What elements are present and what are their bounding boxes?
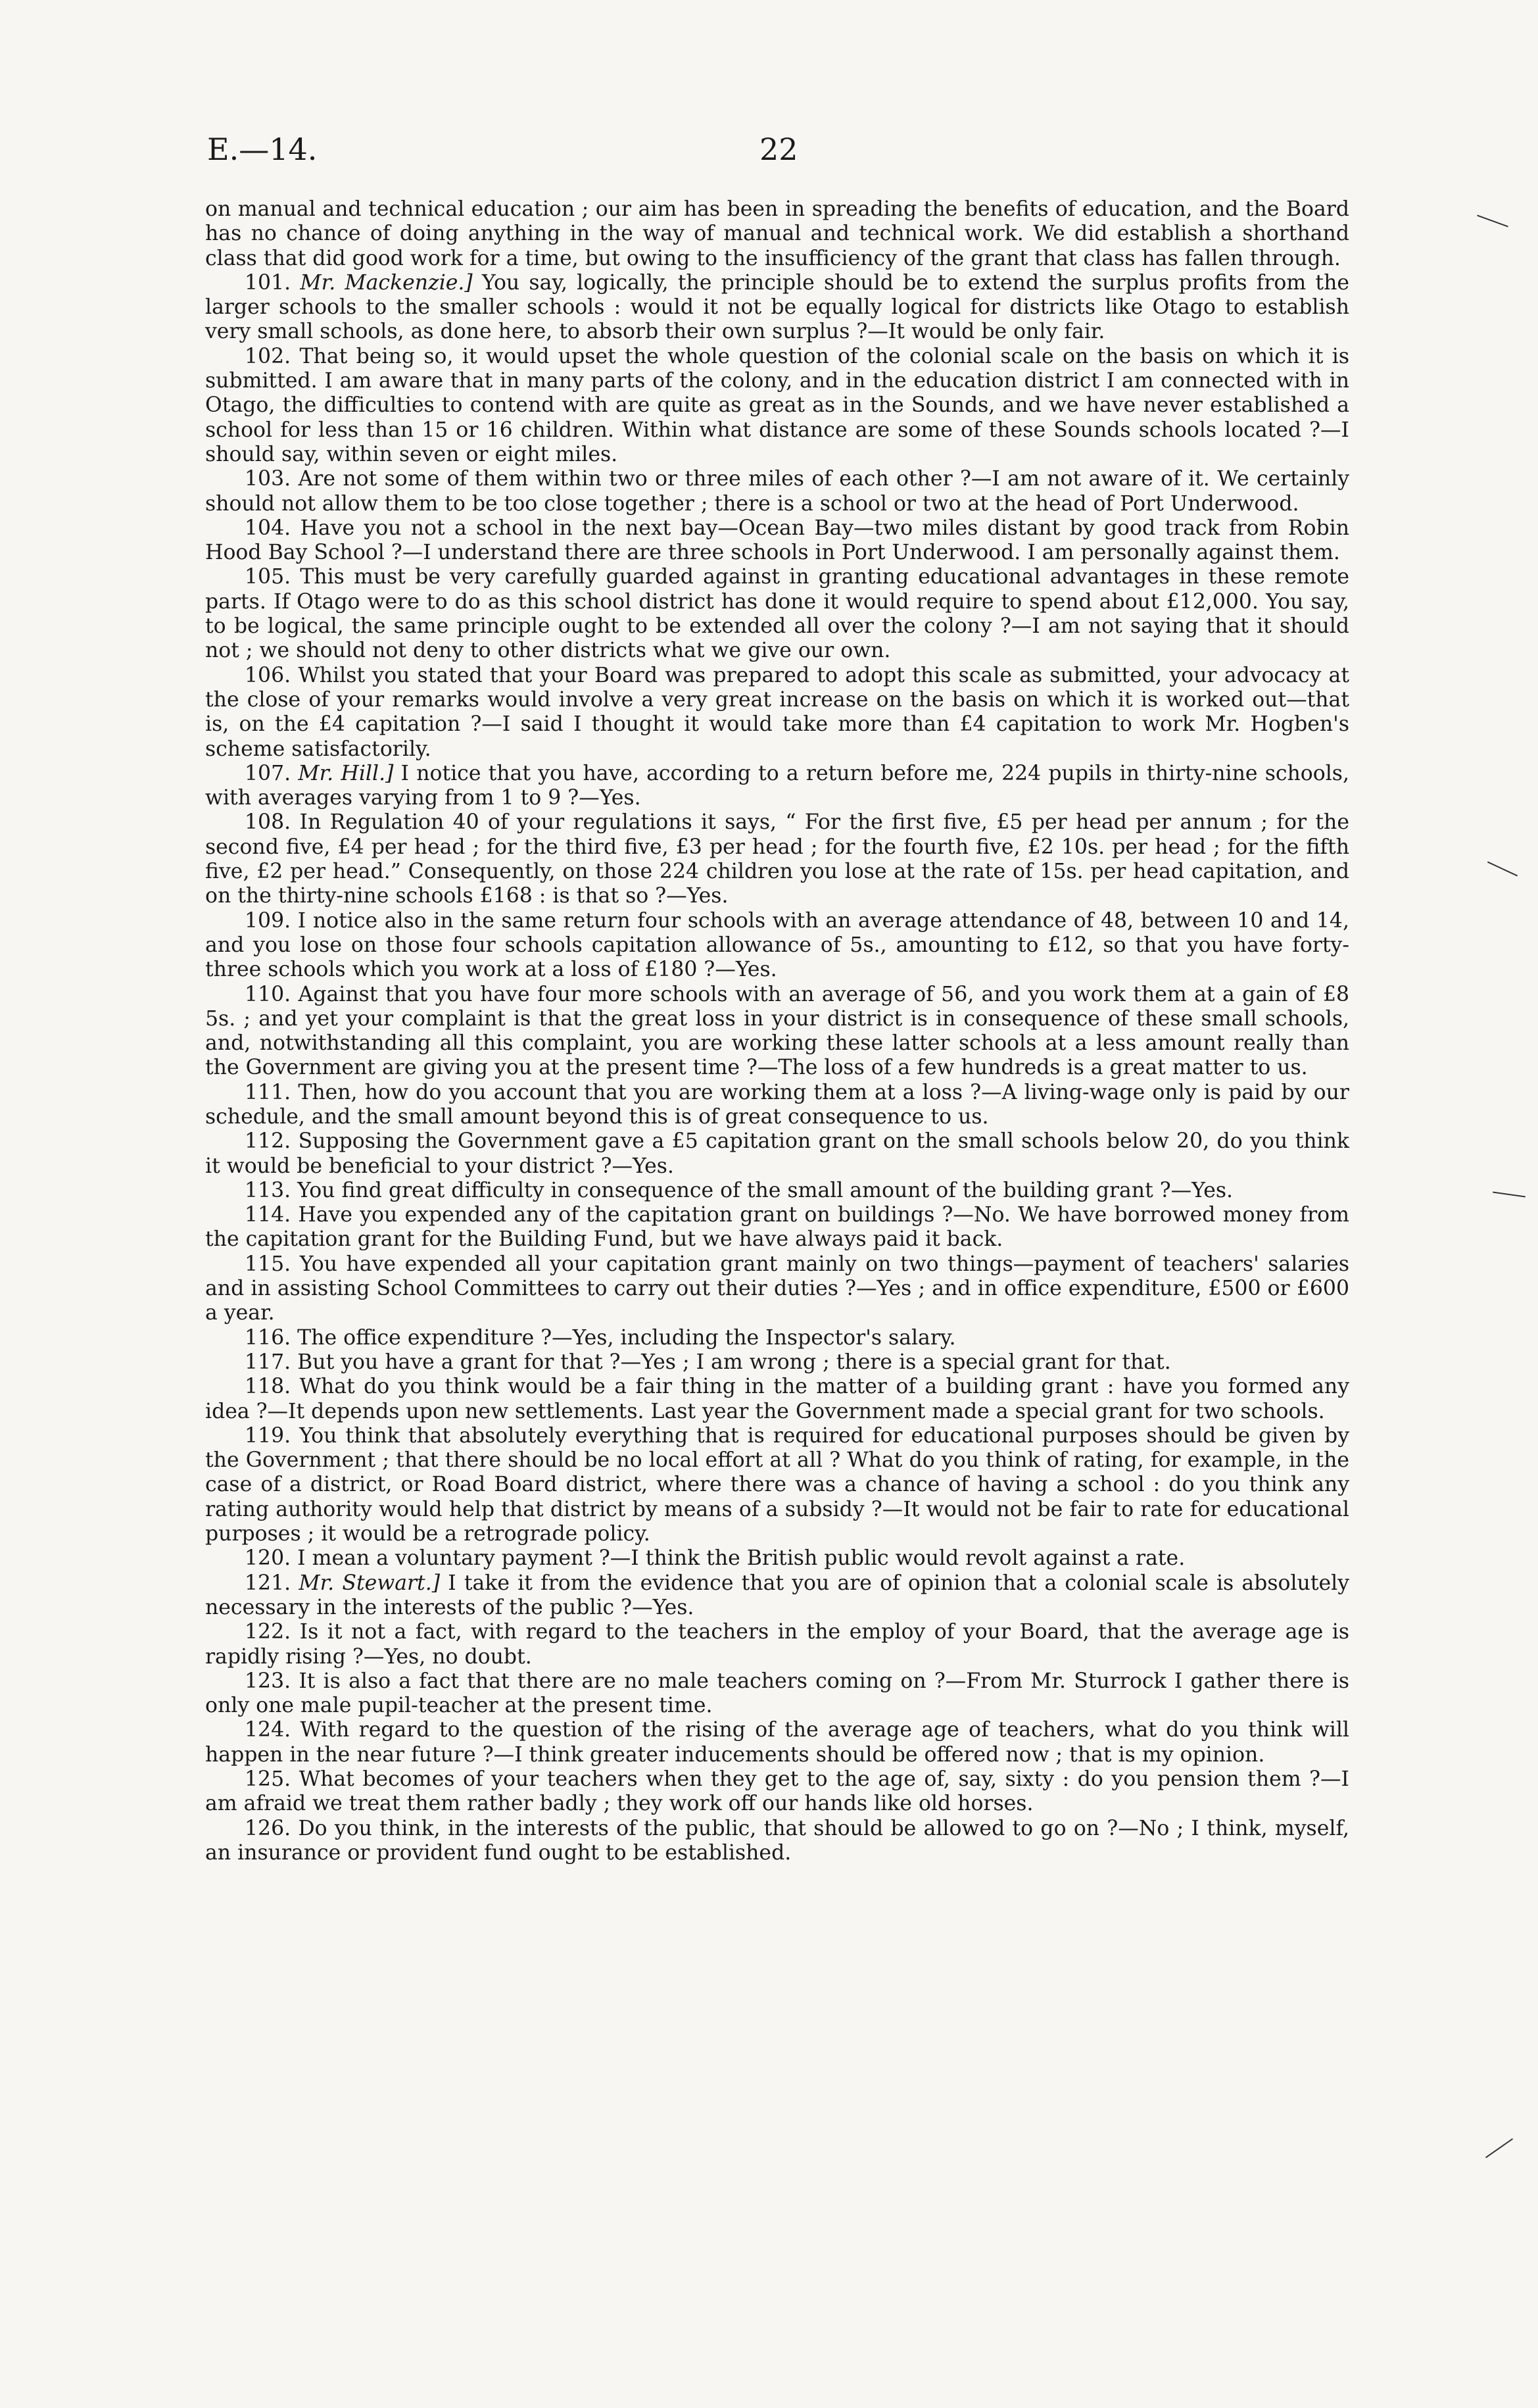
paragraph-text: Then, how do you account that you are working them at a loss ?—A living-wage only is paid by our schedule, and the small amount beyond this is of great consequence to us. bbox=[205, 1080, 1349, 1129]
paragraph-text: I notice that you have, according to a return before me, 224 pupils in thirty-nine schools, with averages varying from 1 to 9 ?—Yes. bbox=[205, 761, 1349, 810]
paragraph-text: Is it not a fact, with regard to the teachers in the employ of your Board, that the average age is rapidly rising ?—Yes, no doubt. bbox=[205, 1620, 1349, 1669]
question-number: 112. bbox=[245, 1129, 299, 1154]
paragraph-text: on manual and technical education ; our aim has been in spreading the benefits of education, and the Board has no chance of doing anything in the way of manual and technical work. We did establish a shorthand class that did good work for a time, but owing to the insufficiency of the grant that class has fallen through. bbox=[205, 197, 1349, 270]
question-number: 123. bbox=[245, 1669, 299, 1693]
question-paragraph bbox=[205, 983, 1349, 1081]
paragraph-text: Are not some of them within two or three miles of each other ?—I am not aware of it. We certainly should not allow them to be too close together ; there is a school or two at the head of Port Underwood. bbox=[205, 467, 1350, 516]
paragraph-text: Whilst you stated that your Board was prepared to adopt this scale as submitted, your advocacy at the close of your remarks would involve a very great increase on the basis on which it is worked out—that is, on the £4 capitation ?—I said I thought it would take more than £4 capitation to work Mr. Hogben's scheme satisfactorily. bbox=[205, 663, 1349, 761]
paragraph-text: Do you think, in the interests of the public, that should be allowed to go on ?—No ; I think, myself, an insurance or provident fund ought to be established. bbox=[205, 1816, 1349, 1865]
question-paragraph bbox=[205, 1718, 1349, 1767]
paragraph-text: You find great difficulty in consequence of the small amount of the building grant ?—Yes. bbox=[297, 1178, 1234, 1202]
page-number: 22 bbox=[759, 132, 798, 167]
paragraph-text: You say, logically, the principle should be to extend the surplus profits from the larger schools to the smaller schools : would it not be equally logical for districts like Otago to establish very small schools, as done here, to absorb their own surplus ?—It would be only fair. bbox=[205, 270, 1350, 344]
paragraph-text: I notice also in the same return four schools with an average attendance of 48, between 10 and 14, and you lose on those four schools capitation allowance of 5s., amounting to £12, so that you have forty-three schools which you work at a loss of £180 ?—Yes. bbox=[205, 908, 1349, 982]
question-number: 126. bbox=[245, 1816, 299, 1840]
paragraph-text: What becomes of your teachers when they get to the age of, say, sixty : do you pension them ?—I am afraid we treat them rather badly ; they work off our hands like old horses. bbox=[205, 1767, 1349, 1816]
question-paragraph bbox=[205, 1620, 1349, 1669]
question-paragraph bbox=[205, 1129, 1349, 1179]
question-paragraph bbox=[205, 565, 1349, 663]
speaker-name: Mr. Stewart.] bbox=[299, 1571, 441, 1595]
question-number: 119. bbox=[245, 1423, 300, 1448]
paragraph-text: In Regulation 40 of your regulations it says, “ For the first five, £5 per head per annum ; for the second five, £4 per head ; for the third five, £3 per head ; for the fourth five, £2 10s. per head ; for the fifth five, £2 per head.” Consequently, on those 224 children you lose at the rate of 15s. per head capitation, and on the thirty-nine schools £168 : is that so ?—Yes. bbox=[205, 810, 1349, 908]
paragraph-text: Supposing the Government gave a £5 capitation grant on the small schools below 20, do you think it would be beneficial to your district ?—Yes. bbox=[205, 1129, 1349, 1178]
question-number: 104. bbox=[245, 516, 300, 540]
paragraph-text: Have you expended any of the capitation grant on buildings ?—No. We have borrowed money from the capitation grant for the Building Fund, but we have always paid it back. bbox=[205, 1203, 1349, 1252]
paragraph-text: With regard to the question of the rising of the average age of teachers, what do you think will happen in the near future ?—I think greater inducements should be offered now ; that is my opinion. bbox=[205, 1718, 1350, 1767]
question-paragraph bbox=[205, 909, 1349, 983]
question-paragraph bbox=[205, 1081, 1349, 1130]
question-number: 107. bbox=[245, 761, 299, 785]
paragraph-text: This must be very carefully guarded against in granting educational advantages in these remote parts. If Otago were to do as this school district has done it would require to spend about £12,000. You say, to be logical, the same principle ought to be extended all over the colony ?—I am not saying that it should not ; we should not deny to other districts what we give our own. bbox=[205, 565, 1349, 663]
margin-mark bbox=[1493, 1192, 1526, 1198]
question-number: 122. bbox=[245, 1620, 300, 1644]
question-number: 102. bbox=[245, 344, 300, 368]
document-reference: E.—14. bbox=[207, 132, 318, 167]
question-paragraph bbox=[205, 1424, 1349, 1546]
question-number: 121. bbox=[245, 1571, 299, 1595]
question-paragraph bbox=[205, 1350, 1349, 1375]
question-number: 125. bbox=[245, 1767, 299, 1791]
question-number: 120. bbox=[245, 1546, 298, 1571]
paragraph-text: It is also a fact that there are no male teachers coming on ?—From Mr. Sturrock I gather there is only one male pupil-teacher at the present time. bbox=[205, 1669, 1349, 1718]
question-number: 118. bbox=[245, 1375, 300, 1399]
continued-paragraph bbox=[205, 197, 1349, 271]
question-number: 116. bbox=[245, 1325, 298, 1350]
question-number: 113. bbox=[245, 1178, 298, 1202]
question-paragraph bbox=[205, 1817, 1349, 1866]
question-paragraph bbox=[205, 345, 1349, 467]
question-paragraph bbox=[205, 762, 1349, 811]
question-paragraph bbox=[205, 1375, 1349, 1424]
paragraph-text: But you have a grant for that ?—Yes ; I am wrong ; there is a special grant for that. bbox=[297, 1350, 1171, 1374]
question-number: 105. bbox=[245, 565, 300, 589]
question-paragraph bbox=[205, 1252, 1349, 1326]
question-number: 114. bbox=[245, 1203, 299, 1227]
question-number: 117. bbox=[245, 1350, 298, 1374]
paragraph-text: What do you think would be a fair thing in the matter of a building grant : have you formed any idea ?—It depends upon new settlements. Last year the Government made a special grant for two schools. bbox=[205, 1375, 1349, 1423]
question-number: 101. bbox=[245, 270, 300, 295]
question-paragraph bbox=[205, 1571, 1349, 1621]
question-paragraph bbox=[205, 1767, 1349, 1817]
question-paragraph bbox=[205, 1203, 1349, 1252]
question-number: 103. bbox=[245, 467, 299, 491]
question-number: 110. bbox=[245, 982, 299, 1006]
paragraph-text: Have you not a school in the next bay—Ocean Bay—two miles distant by good track from Robin Hood Bay School ?—I understand there are three schools in Port Underwood. I am personally against them. bbox=[205, 516, 1349, 565]
margin-mark bbox=[1477, 215, 1508, 228]
question-paragraph bbox=[205, 1546, 1349, 1571]
question-paragraph bbox=[205, 1179, 1349, 1203]
question-paragraph bbox=[205, 810, 1349, 908]
speaker-name: Mr. Hill.] bbox=[298, 761, 394, 785]
question-paragraph bbox=[205, 1326, 1349, 1350]
question-paragraph bbox=[205, 516, 1349, 566]
question-number: 115. bbox=[245, 1252, 300, 1276]
paragraph-text: I mean a voluntary payment ?—I think the British public would revolt against a rate. bbox=[297, 1546, 1186, 1571]
question-paragraph bbox=[205, 271, 1349, 345]
question-paragraph bbox=[205, 467, 1349, 516]
page-header bbox=[207, 132, 1345, 171]
question-number: 111. bbox=[245, 1080, 299, 1104]
paragraph-text: The office expenditure ?—Yes, including the Inspector's salary. bbox=[297, 1325, 956, 1350]
question-paragraph bbox=[205, 664, 1349, 762]
paragraph-text: You think that absolutely everything that is required for educational purposes should be given by the Government ; that there should be no local effort at all ? What do you think of rating, for example, in the case of a district, or Road Board district, where there was a chance of having a school : do you think any rating authority would help that district by means of a subsidy ?—It would not be fair to rate for educational purposes ; it would be a retrograde policy. bbox=[205, 1423, 1349, 1546]
speaker-name: Mr. Mackenzie.] bbox=[300, 270, 473, 295]
paragraph-text: That being so, it would upset the whole question of the colonial scale on the basis on which it is submitted. I am aware that in many parts of the colony, and in the education district I am connected with in Otago, the difficulties to contend with are quite as great as in the Sounds, and we have never established a school for less than 15 or 16 children. Within what distance are some of these Sounds schools located ?—I should say, within seven or eight miles. bbox=[205, 344, 1349, 466]
question-paragraph bbox=[205, 1669, 1349, 1719]
paragraph-text: You have expended all your capitation grant mainly on two things—payment of teachers' salaries and in assisting School Committees to carry out their duties ?—Yes ; and in office expenditure, £500 or £600 a year. bbox=[205, 1252, 1350, 1325]
question-number: 108. bbox=[245, 810, 300, 835]
question-number: 106. bbox=[245, 663, 299, 687]
paragraph-text: I take it from the evidence that you are of opinion that a colonial scale is absolutely necessary in the interests of the public ?—Yes. bbox=[205, 1571, 1349, 1619]
margin-mark bbox=[1487, 862, 1518, 877]
margin-mark bbox=[1485, 2138, 1513, 2158]
paragraph-text: Against that you have four more schools with an average of 56, and you work them at a gain of £8 5s. ; and yet your complaint is that the great loss in your district is in consequence of these small schools, and, notwithstanding all this complaint, you are working these latter schools at a less amount really than the Government are giving you at the present time ?—The loss of a few hundreds is a great matter to us. bbox=[205, 982, 1349, 1080]
question-number: 124. bbox=[245, 1718, 300, 1742]
evidence-text bbox=[205, 197, 1349, 1865]
question-number: 109. bbox=[245, 908, 298, 933]
